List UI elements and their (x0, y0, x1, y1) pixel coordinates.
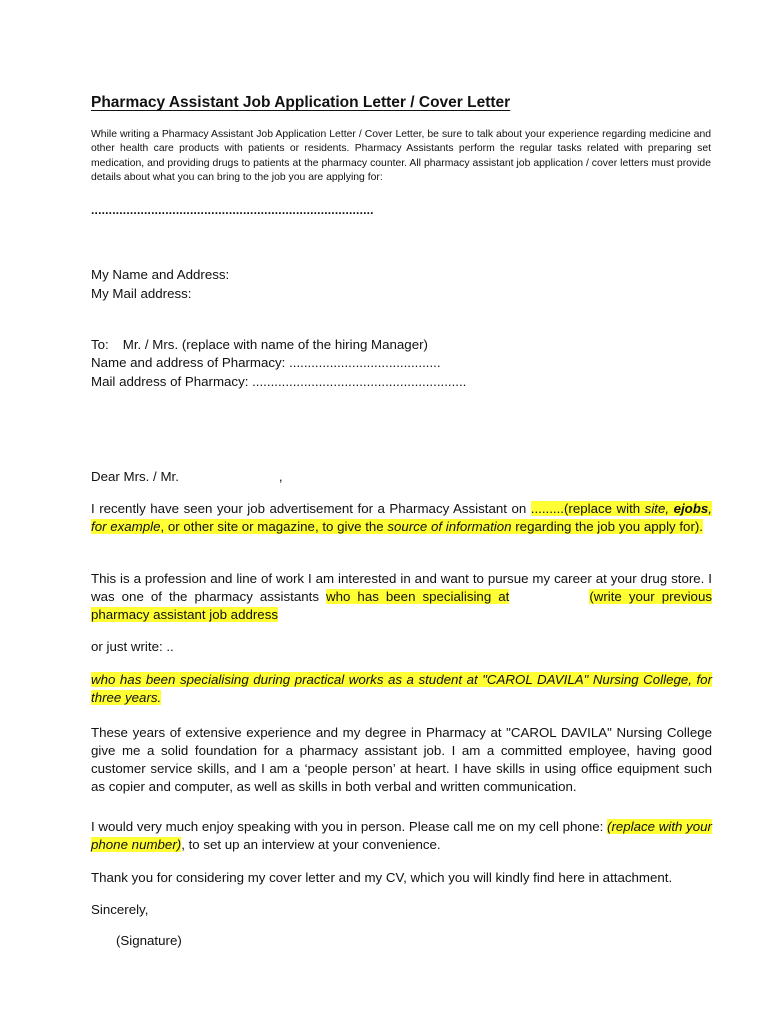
p1-highlight-source: source of information (387, 519, 512, 534)
paragraph-thanks: Thank you for considering my cover letter and my CV, which you will kindly find here in attachment. (91, 870, 673, 885)
p3-highlight-student: who has been specialising during practical works as a student at "CAROL DAVILA" Nursing College, for three years. (91, 672, 712, 705)
paragraph-job-advertisement (91, 500, 712, 536)
p2-highlight-address: (write your previous pharmacy assistant job address (91, 589, 712, 622)
paragraph-profession (91, 570, 712, 624)
p2-lead: This is a profession and line of work I am interested in and want to pursue my career at your drug store. I was one of the pharmacy assistants (91, 571, 712, 604)
p5-lead: I would very much enjoy speaking with you in person. Please call me on my cell phone: (91, 819, 608, 834)
p1-highlight-replace: .........(replace with (530, 501, 645, 516)
salutation-comma: , (278, 469, 283, 484)
p1-highlight-apply: regarding the job you apply for). (511, 519, 704, 534)
sender-name-address: My Name and Address: (91, 267, 230, 282)
dotted-separator: ................................................................................ (91, 203, 374, 217)
intro-paragraph: While writing a Pharmacy Assistant Job Application Letter / Cover Letter, be sure to talk about your experience regarding medicine and other health care products with patients or residents. Pharmacy Assistants perform the regular tasks related with preparing set medication, and providing drugs to patients at the pharmacy counter. All pharmacy assistant job application / cover letters must provide details about what you can bring to the job you are applying for: (91, 129, 711, 184)
p1-lead: I recently have seen your job advertisement for a Pharmacy Assistant on (91, 501, 531, 516)
recipient-to-line (91, 336, 428, 354)
or-just-write: or just write: .. (91, 639, 174, 654)
pharmacy-name-address: Name and address of Pharmacy: ......................................... (91, 355, 441, 370)
paragraph-contact (91, 818, 712, 854)
p2-highlight-specialising: who has been specialising at (326, 589, 510, 604)
p5-tail: , to set up an interview at your convenience. (181, 837, 441, 852)
paragraph-experience: These years of extensive experience and my degree in Pharmacy at "CAROL DAVILA" Nursing College give me a solid foundation for a pharmacy assistant job. I am a committed employee, having good customer service skills, and I am a ‘people person’ at heart. I have skills in using office equipment such as copier and computer, as well as skills in both verbal and written communication. (91, 725, 712, 794)
closing: Sincerely, (91, 902, 149, 917)
p5-highlight-phone: (replace with your phone number) (91, 819, 712, 852)
paragraph-alternative (91, 671, 712, 707)
p1-highlight-ejobs: ejobs (673, 501, 709, 516)
to-label: To: (91, 337, 109, 352)
pharmacy-mail-address: Mail address of Pharmacy: .......................................................... (91, 374, 467, 389)
p1-highlight-example: , for example (91, 501, 712, 534)
salutation-text: Dear Mrs. / Mr. (91, 469, 179, 484)
document-title: Pharmacy Assistant Job Application Letter / Cover Letter (91, 94, 511, 111)
sender-mail: My Mail address: (91, 286, 192, 301)
salutation (91, 468, 283, 486)
signature: (Signature) (116, 933, 182, 948)
p1-highlight-other-site: , or other site or magazine, to give the (160, 519, 388, 534)
to-value: Mr. / Mrs. (replace with name of the hiring Manager) (122, 337, 428, 352)
p1-highlight-site: site, (644, 501, 674, 516)
